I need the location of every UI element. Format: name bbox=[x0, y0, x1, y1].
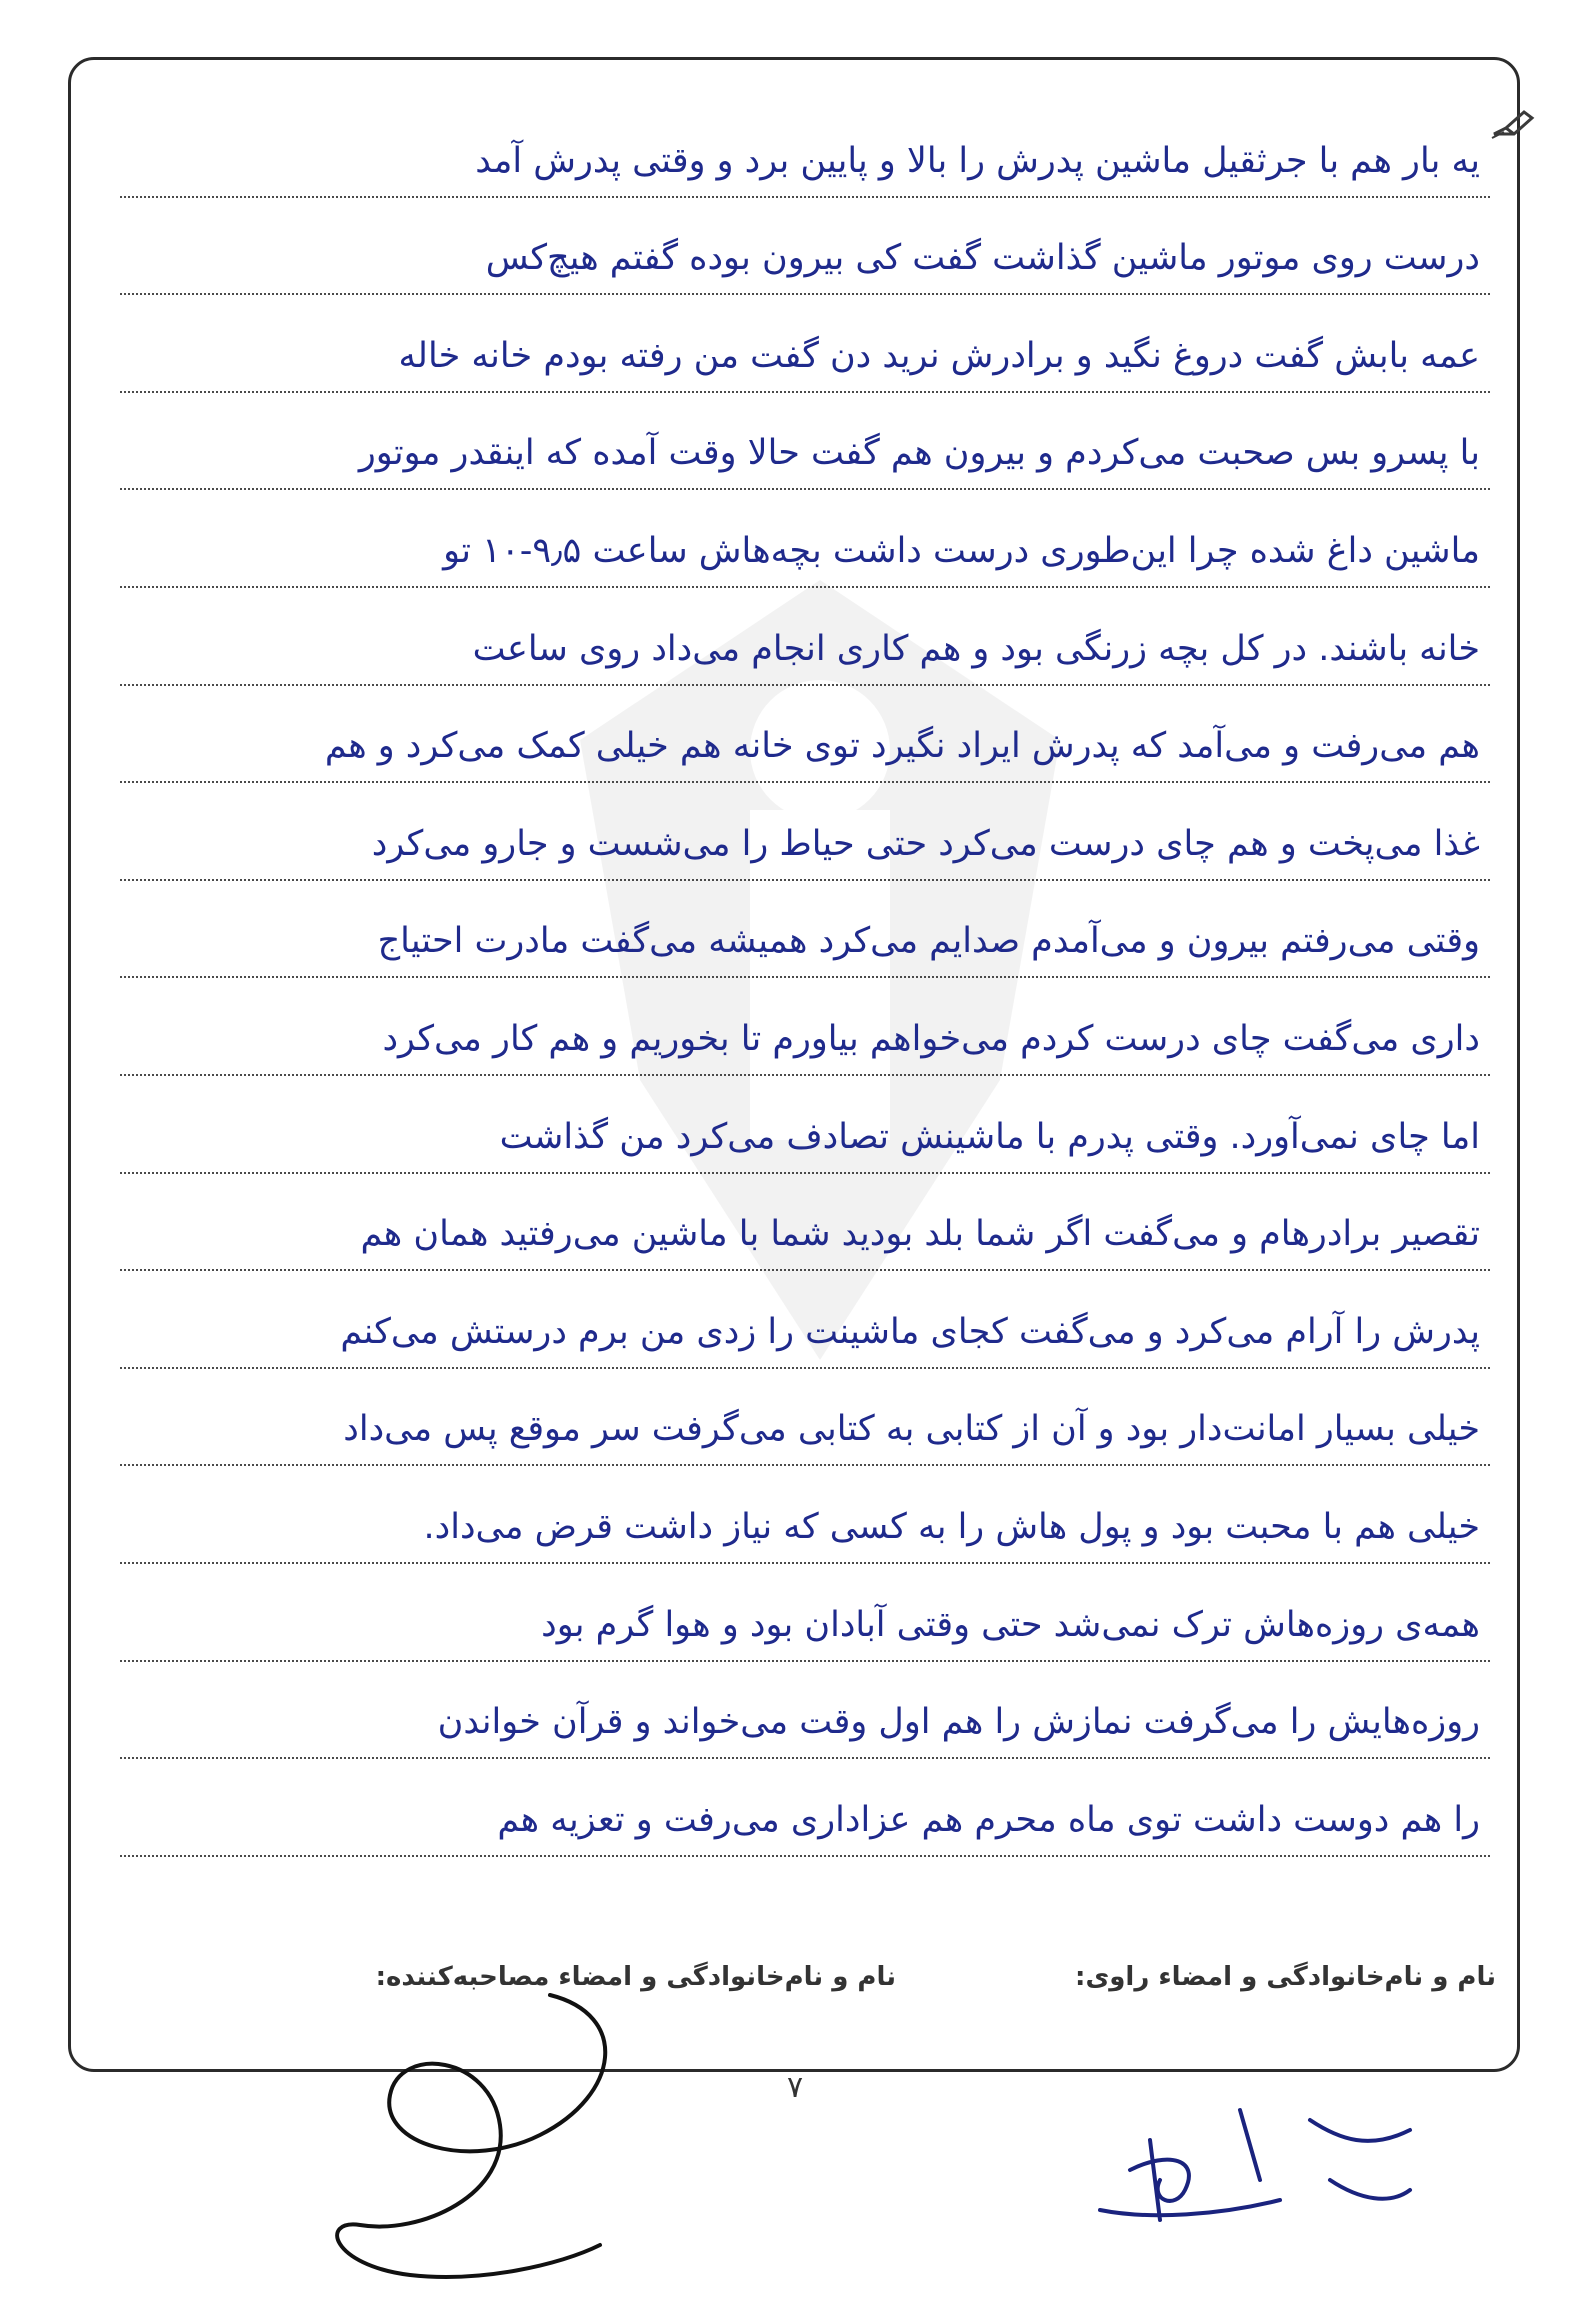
transcript-line-text: خیلی هم با محبت بود و پول هاش را به کسی که نیاز داشت قرض می‌داد. bbox=[120, 1498, 1490, 1564]
transcript-line bbox=[120, 1466, 1490, 1564]
transcript-body bbox=[120, 100, 1490, 1857]
transcript-line-text: تقصیر برادرهام و می‌گفت اگر شما بلد بودید شما با ماشین می‌رفتید همان هم bbox=[120, 1205, 1490, 1271]
transcript-line-text: روزه‌هایش را می‌گرفت نمازش را هم اول وقت می‌خواند و قرآن خواندن bbox=[120, 1693, 1490, 1759]
transcript-line-text: داری می‌گفت چای درست کردم می‌خواهم بیاورم تا بخوریم و هم کار می‌کرد bbox=[120, 1010, 1490, 1076]
transcript-line-text: درست روی موتور ماشین گذاشت گفت کی بیرون بوده گفتم هیچ‌کس bbox=[120, 229, 1490, 295]
transcript-line bbox=[120, 1076, 1490, 1174]
transcript-line-text: خیلی بسیار امانت‌دار بود و آن از کتابی به کتابی می‌گرفت سر موقع پس می‌داد bbox=[120, 1400, 1490, 1466]
interviewer-signature-label: نام و نام‌خانوادگی و امضاء مصاحبه‌کننده: bbox=[375, 1962, 896, 1992]
transcript-line bbox=[120, 783, 1490, 881]
transcript-line bbox=[120, 686, 1490, 784]
transcript-line-text: را هم دوست داشت توی ماه محرم هم عزاداری می‌رفت و تعزیه هم bbox=[120, 1791, 1490, 1857]
transcript-line bbox=[120, 295, 1490, 393]
transcript-line-text: پدرش را آرام می‌کرد و می‌گفت کجای ماشینت را زدی من برم درستش می‌کنم bbox=[120, 1303, 1490, 1369]
transcript-line-text: غذا می‌پخت و هم چای درست می‌کرد حتی حیاط را می‌شست و جارو می‌کرد bbox=[120, 815, 1490, 881]
transcript-line bbox=[120, 490, 1490, 588]
transcript-line-text: همه‌ی روزه‌هاش ترک نمی‌شد حتی وقتی آبادان بود و هوا گرم بود bbox=[120, 1596, 1490, 1662]
transcript-line bbox=[120, 978, 1490, 1076]
transcript-line-text: با پسرو بس صحبت می‌کردم و بیرون هم گفت حالا وقت آمده که اینقدر موتور bbox=[120, 424, 1490, 490]
transcript-line-text: خانه باشند. در کل بچه زرنگی بود و هم کاری انجام می‌داد روی ساعت bbox=[120, 620, 1490, 686]
transcript-line-text: اما چای نمی‌آورد. وقتی پدرم با ماشینش تصادف می‌کرد من گذاشت bbox=[120, 1108, 1490, 1174]
transcript-line bbox=[120, 1759, 1490, 1857]
pen-icon bbox=[1490, 108, 1536, 140]
transcript-line-text: وقتی می‌رفتم بیرون و می‌آمدم صدایم می‌کرد همیشه می‌گفت مادرت احتیاج bbox=[120, 912, 1490, 978]
transcript-line-text: هم می‌رفت و می‌آمد که پدرش ایراد نگیرد توی خانه هم خیلی کمک می‌کرد و هم bbox=[120, 717, 1490, 783]
transcript-line bbox=[120, 588, 1490, 686]
transcript-line bbox=[120, 393, 1490, 491]
transcript-line bbox=[120, 1369, 1490, 1467]
transcript-line bbox=[120, 881, 1490, 979]
transcript-line bbox=[120, 198, 1490, 296]
narrator-signature-label: نام و نام‌خانوادگی و امضاء راوی: bbox=[1075, 1962, 1496, 1992]
interviewer-signature bbox=[1090, 2080, 1420, 2240]
transcript-line bbox=[120, 1271, 1490, 1369]
transcript-line bbox=[120, 1174, 1490, 1272]
transcript-line-text: عمه بابش گفت دروغ نگید و برادرش نرید دن گفت من رفته بودم خانه خاله bbox=[120, 327, 1490, 393]
transcript-line-text: یه بار هم با جرثقیل ماشین پدرش را بالا و پایین برد و وقتی پدرش آمد bbox=[120, 132, 1490, 198]
transcript-line bbox=[120, 100, 1490, 198]
narrator-signature bbox=[300, 1975, 640, 2295]
transcript-line bbox=[120, 1564, 1490, 1662]
page-number: ۷ bbox=[786, 2070, 804, 2105]
transcript-line bbox=[120, 1662, 1490, 1760]
transcript-line-text: ماشین داغ شده چرا این‌طوری درست داشت بچه‌هاش ساعت ۹٫۵-۱۰ تو bbox=[120, 522, 1490, 588]
